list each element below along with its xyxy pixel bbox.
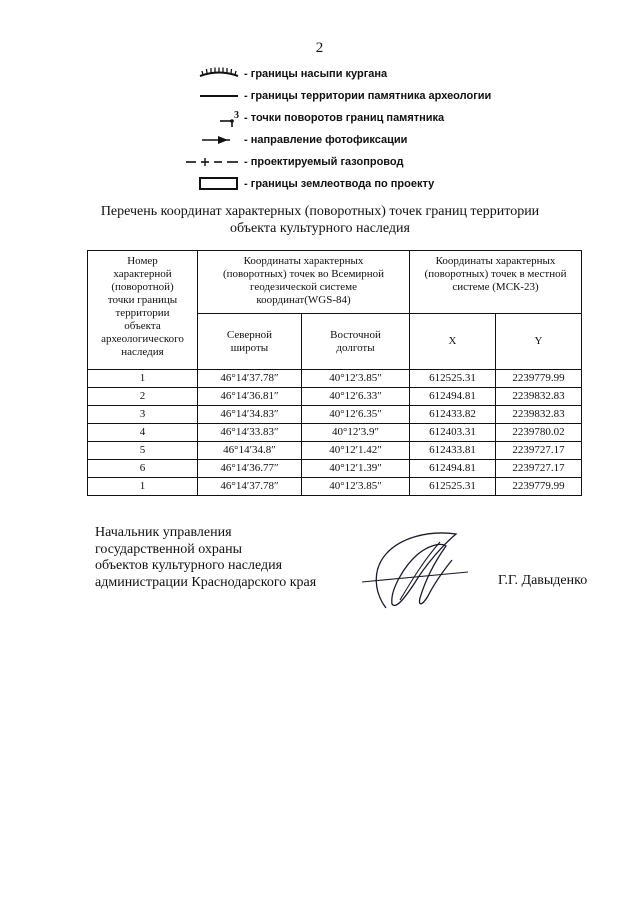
legend-label: - точки поворотов границ памятника [244,112,444,124]
cell-x: 612494.81 [410,388,496,406]
cell-y: 2239727.17 [496,442,582,460]
cell-point-number: 1 [88,478,198,496]
cell-longitude: 40°12′3.85″ [302,370,410,388]
position-line: администрации Краснодарского края [95,574,317,590]
legend-label: - границы насыпи кургана [244,68,387,80]
table-row [88,406,582,424]
signer-name: Г.Г. Давыденко [498,573,588,588]
cell-longitude: 40°12′1.42″ [302,442,410,460]
position-line: объектов культурного наследия [95,558,283,573]
cell-x: 612433.82 [410,406,496,424]
dash-dot-line-icon [184,154,240,170]
solid-line-icon [198,88,240,104]
cell-point-number: 4 [88,424,198,442]
header-y: Y [496,314,582,370]
cell-latitude: 46°14′34.8″ [198,442,302,460]
cell-x: 612403.31 [410,424,496,442]
cell-latitude: 46°14′36.77″ [198,460,302,478]
legend-label: - границы землеотвода по проекту [244,178,434,190]
table-caption-line: Перечень координат характерных (поворотных) точек границ территории [100,204,540,219]
cell-point-number: 3 [88,406,198,424]
handwritten-signature [356,520,474,620]
legend-label: - направление фотофиксации [244,134,407,146]
signatory-position [95,525,316,591]
cell-y: 2239832.83 [496,388,582,406]
cell-x: 612494.81 [410,460,496,478]
cell-x: 612433.81 [410,442,496,460]
legend-label: - проектируемый газопровод [244,156,403,168]
page-number: 2 [315,40,324,56]
cell-point-number: 2 [88,388,198,406]
cell-latitude: 46°14′34.83″ [198,406,302,424]
table-row [88,460,582,478]
turning-point-number: 3 [234,110,239,121]
cell-x: 612525.31 [410,370,496,388]
cell-longitude: 40°12′3.9″ [302,424,410,442]
table-row [88,388,582,406]
header-east-longitude: Восточной долготы [302,314,410,370]
legend-label: - границы территории памятника археологии [244,90,491,102]
cell-y: 2239832.83 [496,406,582,424]
table-row [88,478,582,496]
header-msk23: Координаты характерных (поворотных) точек в местной системе (МСК-23) [410,251,582,314]
table-row [88,442,582,460]
cell-longitude: 40°12′1.39″ [302,460,410,478]
table-row [88,370,582,388]
table-row [88,424,582,442]
cell-longitude: 40°12′6.33″ [302,388,410,406]
cell-latitude: 46°14′33.83″ [198,424,302,442]
header-wgs84: Координаты характерных (поворотных) точек во Всемирной геодезической системе координат(WGS-84) [198,251,410,314]
cell-x: 612525.31 [410,478,496,496]
arrow-direction-icon [198,132,240,148]
cell-point-number: 1 [88,370,198,388]
header-point-number: Номер характерной (поворотной) точки границы территории объекта археологического наследия [88,251,198,370]
cell-y: 2239779.99 [496,370,582,388]
table-caption-line: объекта культурного наследия [230,221,410,236]
header-north-latitude: Северной широты [198,314,302,370]
cell-latitude: 46°14′37.78″ [198,370,302,388]
cell-longitude: 40°12′6.35″ [302,406,410,424]
cell-y: 2239779.99 [496,478,582,496]
cell-y: 2239780.02 [496,424,582,442]
position-line: государственной охраны [95,541,243,557]
mound-boundary-icon [198,66,240,82]
position-line: Начальник управления [95,525,232,540]
cell-latitude: 46°14′37.78″ [198,478,302,496]
cell-point-number: 6 [88,460,198,478]
coordinates-table [87,250,582,496]
header-x: X [410,314,496,370]
cell-latitude: 46°14′36.81″ [198,388,302,406]
rectangle-icon [198,176,240,192]
turning-point-icon [198,110,240,128]
cell-y: 2239727.17 [496,460,582,478]
cell-longitude: 40°12′3.85″ [302,478,410,496]
table-caption [60,203,580,237]
cell-point-number: 5 [88,442,198,460]
